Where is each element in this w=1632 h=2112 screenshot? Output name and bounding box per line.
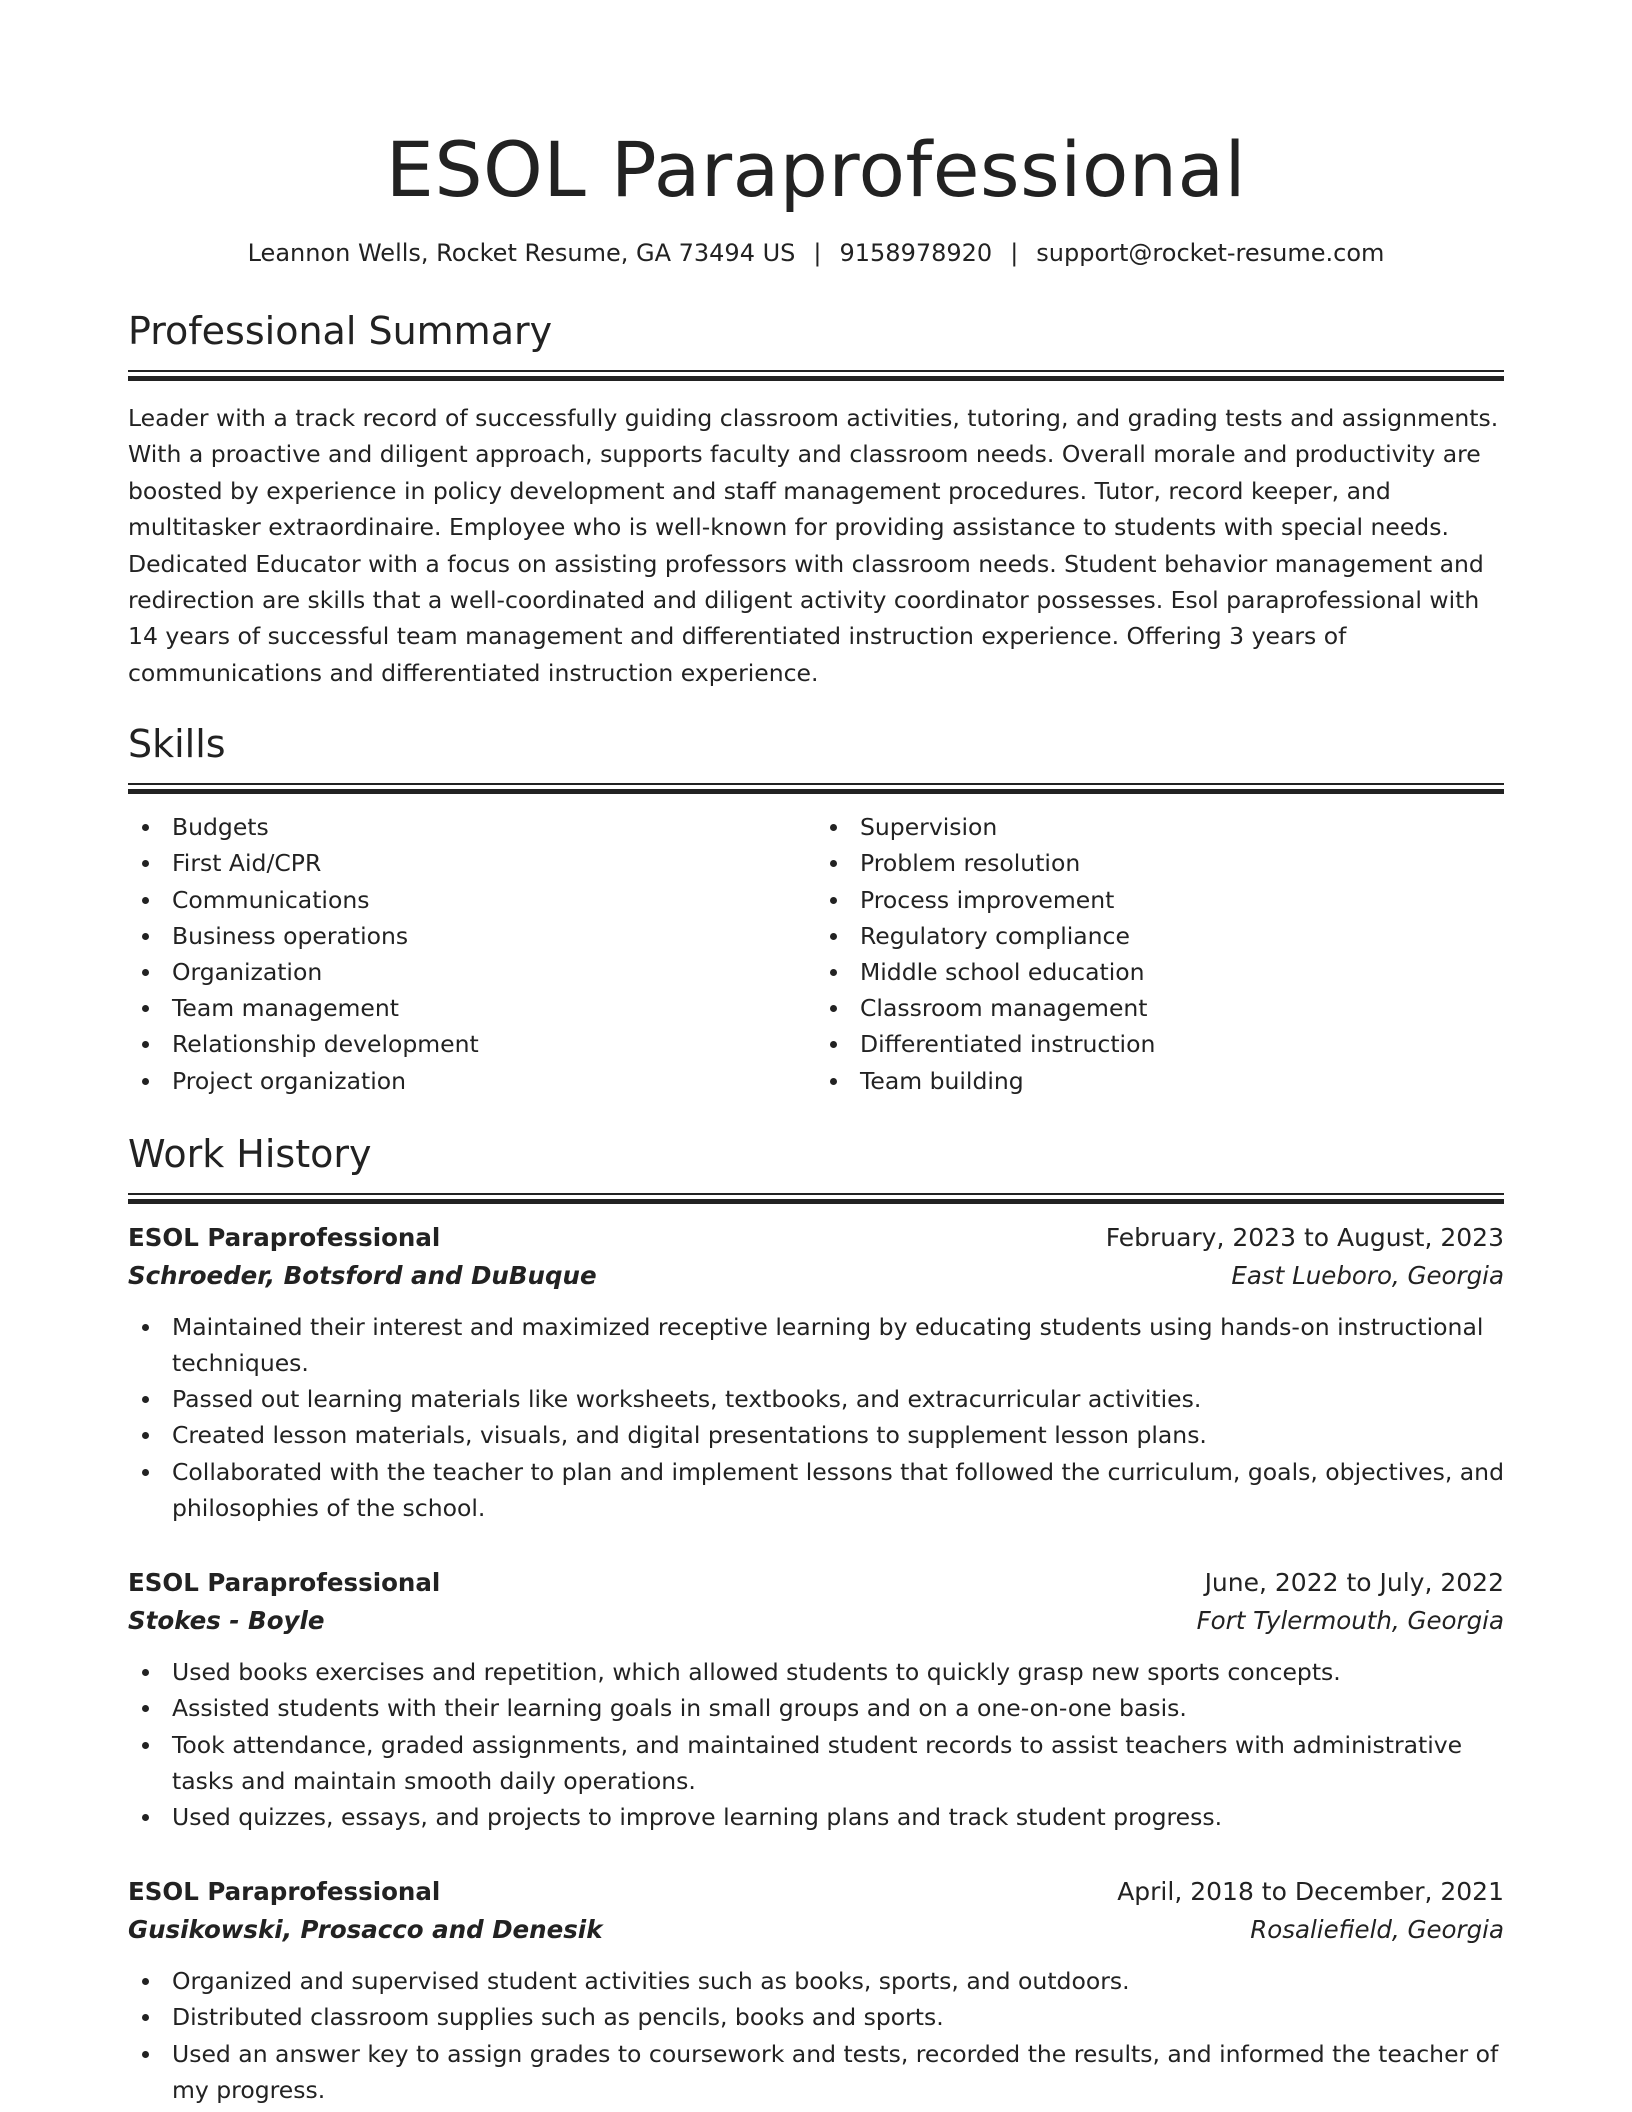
contact-email: support@rocket-resume.com xyxy=(1036,239,1385,267)
skill-item: Differentiated instruction xyxy=(860,1026,1504,1062)
job-bullet: Collaborated with the teacher to plan and implement lessons that followed the curriculum, goals, objectives, and philosophies of the school. xyxy=(172,1454,1504,1526)
skill-item: Business operations xyxy=(172,918,816,954)
job-company: Schroeder, Botsford and DuBuque xyxy=(128,1260,597,1290)
work-history-section xyxy=(128,1129,1504,2108)
job-bullet: Assisted students with their learning goals in small groups and on a one-on-one basis. xyxy=(172,1690,1504,1726)
skills-heading: Skills xyxy=(128,722,226,767)
job-bullets xyxy=(128,1309,1504,1526)
job-bullet: Passed out learning materials like worksheets, textbooks, and extracurricular activities. xyxy=(172,1381,1504,1417)
job-location: East Lueboro, Georgia xyxy=(1231,1260,1504,1290)
skill-item: Regulatory compliance xyxy=(860,918,1504,954)
job-bullet: Distributed classroom supplies such as pencils, books and sports. xyxy=(172,1999,1504,2035)
section-divider xyxy=(128,1193,1504,1203)
contact-line xyxy=(128,236,1504,270)
resume-page xyxy=(128,0,1504,2108)
skills-column-right xyxy=(816,809,1504,1099)
job-entry xyxy=(128,1564,1504,1835)
contact-address: Leannon Wells, Rocket Resume, GA 73494 US xyxy=(247,239,796,267)
job-location: Fort Tylermouth, Georgia xyxy=(1196,1606,1504,1636)
skill-item: Team building xyxy=(860,1063,1504,1099)
job-bullets xyxy=(128,1963,1504,2108)
contact-separator: | xyxy=(813,239,822,267)
job-title: ESOL Paraprofessional xyxy=(128,1222,441,1252)
section-divider xyxy=(128,370,1504,380)
skill-item: Project organization xyxy=(172,1063,816,1099)
skills-column-left xyxy=(128,809,816,1099)
skills-section xyxy=(128,719,1504,1099)
skill-item: Organization xyxy=(172,954,816,990)
section-divider xyxy=(128,783,1504,793)
job-dates: June, 2022 to July, 2022 xyxy=(1204,1568,1504,1598)
skill-item: Team management xyxy=(172,990,816,1026)
job-company: Stokes - Boyle xyxy=(128,1606,325,1636)
job-bullets xyxy=(128,1654,1504,1835)
job-title: ESOL Paraprofessional xyxy=(128,1568,441,1598)
job-dates: February, 2023 to August, 2023 xyxy=(1105,1222,1504,1252)
job-bullet: Used an answer key to assign grades to coursework and tests, recorded the results, and informed the teacher of my progress. xyxy=(172,2036,1504,2108)
skill-item: Budgets xyxy=(172,809,816,845)
job-bullet: Created lesson materials, visuals, and digital presentations to supplement lesson plans. xyxy=(172,1417,1504,1453)
job-entry xyxy=(128,1873,1504,2108)
contact-phone: 9158978920 xyxy=(839,239,993,267)
job-bullet: Maintained their interest and maximized receptive learning by educating students using hands-on instructional techniques. xyxy=(172,1309,1504,1381)
job-bullet: Used books exercises and repetition, which allowed students to quickly grasp new sports concepts. xyxy=(172,1654,1504,1690)
summary-section xyxy=(128,306,1504,691)
job-bullet: Used quizzes, essays, and projects to improve learning plans and track student progress. xyxy=(172,1799,1504,1835)
work-history-heading: Work History xyxy=(128,1131,372,1176)
job-bullet: Took attendance, graded assignments, and maintained student records to assist teachers with administrative tasks and maintain smooth daily operations. xyxy=(172,1727,1504,1799)
skill-item: Relationship development xyxy=(172,1026,816,1062)
summary-heading: Professional Summary xyxy=(128,309,553,353)
skill-item: Communications xyxy=(172,882,816,918)
skill-item: Supervision xyxy=(860,809,1504,845)
job-location: Rosaliefield, Georgia xyxy=(1250,1915,1504,1945)
skill-item: Classroom management xyxy=(860,990,1504,1026)
job-title: ESOL Paraprofessional xyxy=(128,1877,441,1907)
job-dates: April, 2018 to December, 2021 xyxy=(1117,1877,1504,1907)
skill-item: Process improvement xyxy=(860,882,1504,918)
skills-grid xyxy=(128,809,1504,1099)
page-title: ESOL Paraprofessional xyxy=(385,125,1247,214)
skill-item: First Aid/CPR xyxy=(172,845,816,881)
job-company: Gusikowski, Prosacco and Denesik xyxy=(128,1915,603,1945)
summary-text: Leader with a track record of successfully guiding classroom activities, tutoring, and grading tests and assignments. With a proactive and diligent approach, supports faculty and classroom needs. Overall morale and productivity are boosted by experience in policy development and staff management procedures. Tutor, record keeper, and multitasker extraordinaire. Employee who is well-known for providing assistance to students with special needs. Dedicated Educator with a focus on assisting professors with classroom needs. Student behavior management and redirection are skills that a well-coordinated and diligent activity coordinator possesses. Esol paraprofessional with 14 years of successful team management and differentiated instruction experience. Offering 3 years of communications and differentiated instruction experience. xyxy=(128,404,1499,687)
contact-separator: | xyxy=(1010,239,1019,267)
job-bullet: Organized and supervised student activities such as books, sports, and outdoors. xyxy=(172,1963,1504,1999)
job-entry xyxy=(128,1219,1504,1526)
skill-item: Problem resolution xyxy=(860,845,1504,881)
skill-item: Middle school education xyxy=(860,954,1504,990)
